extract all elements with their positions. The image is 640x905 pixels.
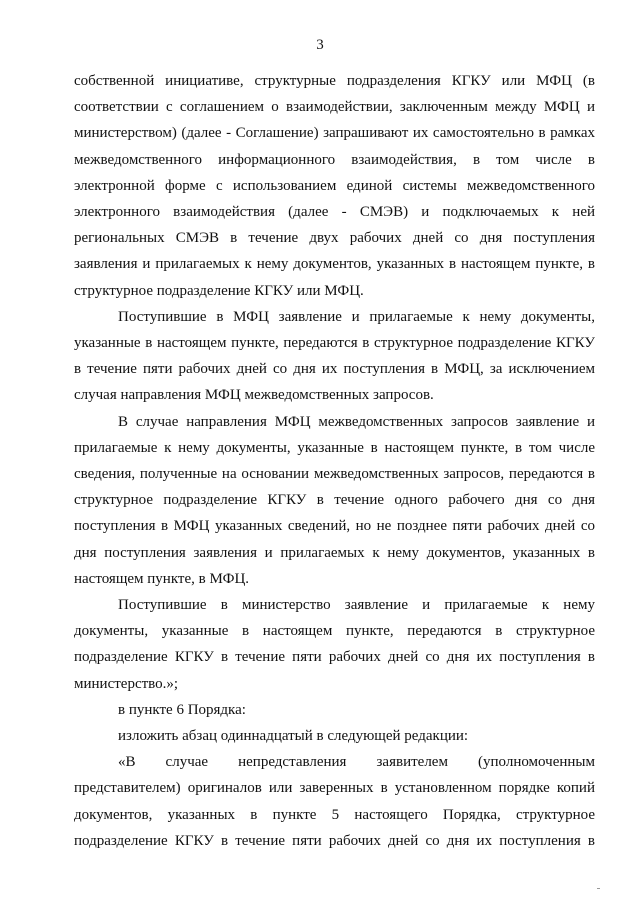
paragraph-ministry-transfer: Поступившие в министерство заявление и прилагаемые к нему документы, указанные в настоящем пункте, передаются в структурное подразделение КГКУ в течение пяти рабочих дней со дня их поступления в министерство.»; <box>74 597 595 692</box>
paragraph-mfc-transfer: Поступившие в МФЦ заявление и прилагаемые к нему документы, указанные в настоящем пункте, передаются в структурное подразделение КГКУ в течение пяти рабочих дней со дня их поступления в МФЦ, за исключением случая направления МФЦ межведомственных запросов. <box>74 308 595 404</box>
paragraph-quoted-amendment: «В случае непредставления заявителем (уполномоченным представителем) оригиналов или заверенных в установленном порядке копий документов, указанных в пункте 5 настоящего Порядка, структурное подразделение КГКУ в течение пяти рабочих дней со дня их поступления в <box>74 754 595 849</box>
paragraph-continuation: собственной инициативе, структурные подразделения КГКУ или МФЦ (в соответствии с соглашением о взаимодействии, заключенным между МФЦ и министерством) (далее - Соглашение) запрашивают их самостоятельно в рамках межведомственного информационного взаимодействия, в том числе в электронной форме с использованием единой системы межведомственного электронного взаимодействия (далее - СМЭВ) и подключаемых к ней региональных СМЭВ в течение двух рабочих дней со дня поступления заявления и прилагаемых к нему документов, указанных в настоящем пункте, в структурное подразделение КГКУ или МФЦ. <box>74 73 595 299</box>
page-number: 3 <box>316 37 324 53</box>
document-body <box>74 68 595 854</box>
paragraph-amendment-instruction: изложить абзац одиннадцатый в следующей редакции: <box>118 728 469 745</box>
paragraph-point-6: в пункте 6 Порядка: <box>118 701 246 718</box>
paragraph-interagency-requests: В случае направления МФЦ межведомственных запросов заявление и прилагаемые к нему документы, указанные в настоящем пункте, в том числе сведения, полученные на основании межведомственных запросов, передаются в структурное подразделение КГКУ в течение одного рабочего дня со дня поступления в МФЦ указанных сведений, но не позднее пяти рабочих дней со дня поступления заявления и прилагаемых к нему документов, указанных в настоящем пункте, в МФЦ. <box>74 413 595 587</box>
scan-mark <box>597 888 600 889</box>
